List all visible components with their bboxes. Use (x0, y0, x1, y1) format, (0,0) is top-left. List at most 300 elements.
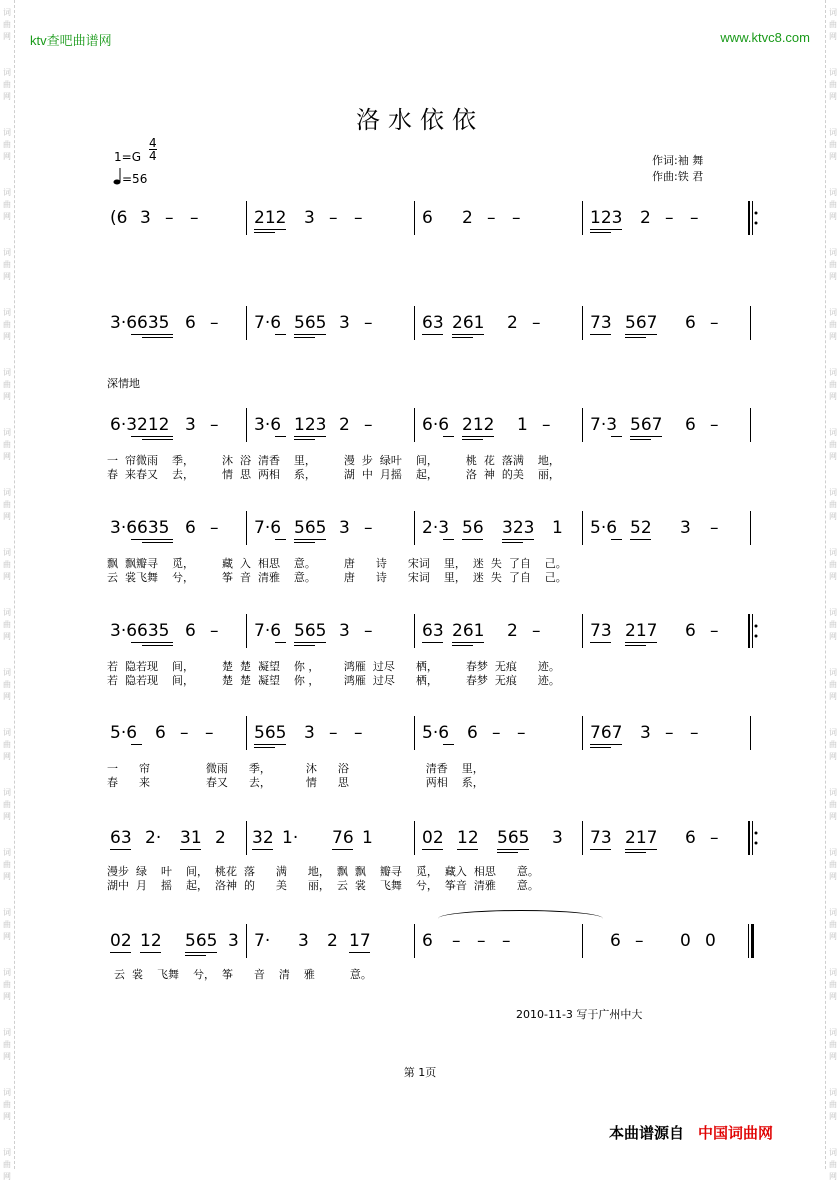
bar-line (414, 511, 415, 545)
repeat-barline (748, 821, 756, 855)
note-group: – (354, 723, 363, 743)
note-group: 1· (282, 828, 299, 848)
bar-line (582, 716, 583, 750)
underline-beam (110, 849, 131, 850)
watermark-char: 词 (829, 848, 837, 857)
watermark-char: 词 (3, 1148, 11, 1157)
watermark-char: 曲 (3, 80, 11, 89)
note-group: 2 (215, 828, 226, 848)
note-group: 2· (145, 828, 162, 848)
underline-beam (254, 747, 275, 748)
note-group: 3 (640, 723, 651, 743)
note-group: 3 (339, 313, 350, 333)
site-name-left: ktv查吧曲谱网 (30, 33, 112, 48)
watermark-char: 词 (3, 128, 11, 137)
note-group: 0 (705, 931, 716, 951)
note-group: 6 (185, 313, 196, 333)
note-group: – (710, 518, 719, 538)
note-group: 565 (294, 518, 327, 538)
underline-beam (625, 642, 657, 643)
underline-beam (142, 439, 174, 440)
note-group: 565 (254, 723, 287, 743)
underline-beam (462, 436, 494, 437)
watermark-char: 网 (829, 452, 837, 461)
note-group: 6 (185, 518, 196, 538)
note-group: 1 (362, 828, 373, 848)
repeat-sign-icon (748, 201, 758, 235)
repeat-barline (748, 614, 756, 648)
bar-line (414, 924, 415, 958)
watermark-char: 网 (829, 752, 837, 761)
underline-beam (131, 744, 142, 745)
underline-beam (275, 539, 286, 540)
note-group: 6·6 (422, 415, 450, 435)
watermark-char: 词 (3, 1088, 11, 1097)
watermark-char: 网 (829, 392, 837, 401)
watermark-char: 网 (829, 272, 837, 281)
date-note: 2010-11-3 写于广州中大 (516, 1008, 643, 1021)
watermark-char: 网 (829, 332, 837, 341)
underline-beam (630, 436, 662, 437)
watermark-char: 曲 (3, 500, 11, 509)
note-group: 323 (502, 518, 535, 538)
bar-line (582, 924, 583, 958)
watermark-char: 词 (3, 368, 11, 377)
watermark-char: 网 (829, 152, 837, 161)
watermark-char: 曲 (829, 20, 837, 29)
note-group: 32 (252, 828, 274, 848)
note-group: – (532, 621, 541, 641)
watermark-char: 曲 (3, 680, 11, 689)
note-group: – (210, 518, 219, 538)
underline-beam (443, 539, 454, 540)
bar-line (582, 201, 583, 235)
staff-row (0, 928, 840, 958)
tempo-value: =56 (122, 172, 148, 186)
note-group: 5·6 (422, 723, 450, 743)
lyric-line: 一 帘 微雨 季， 沐 浴 清香 里， (107, 762, 484, 775)
lyric-line: 漫步 绿 叶 间， 桃花 落 满 地， 飘 飘 瓣寻 觅， 藏入 相思 意。 (107, 865, 539, 878)
watermark-char: 网 (3, 32, 11, 41)
note-group: – (477, 931, 486, 951)
note-group: – (354, 208, 363, 228)
note-group: 217 (625, 828, 658, 848)
staff-row (0, 205, 840, 235)
watermark-char: 曲 (829, 440, 837, 449)
underline-beam (590, 232, 611, 233)
watermark-char: 词 (3, 1028, 11, 1037)
underline-beam (294, 337, 315, 338)
watermark-char: 曲 (829, 560, 837, 569)
watermark-char: 网 (3, 1052, 11, 1061)
staff-row (0, 720, 840, 750)
note-group: 2 (327, 931, 338, 951)
watermark-char: 词 (3, 68, 11, 77)
note-group: 567 (625, 313, 658, 333)
underline-beam (590, 229, 622, 230)
watermark-char: 曲 (3, 1100, 11, 1109)
watermark-char: 曲 (3, 1040, 11, 1049)
note-group: 6·3212 (110, 415, 170, 435)
watermark-char: 曲 (829, 1040, 837, 1049)
watermark-char: 词 (829, 8, 837, 17)
watermark-char: 网 (3, 992, 11, 1001)
underline-beam (142, 337, 174, 338)
underline-beam (185, 955, 206, 956)
note-group: 123 (294, 415, 327, 435)
bar-line (414, 821, 415, 855)
composer: 作曲:铁 君 (652, 170, 704, 183)
watermark-char: 曲 (3, 320, 11, 329)
watermark-char: 网 (829, 512, 837, 521)
watermark-char: 词 (3, 968, 11, 977)
underline-beam (131, 334, 173, 335)
note-group: 76 (332, 828, 354, 848)
underline-beam (180, 849, 201, 850)
underline-beam (590, 849, 611, 850)
note-group: 73 (590, 313, 612, 333)
note-group: 6 (185, 621, 196, 641)
note-group: – (364, 313, 373, 333)
underline-beam (443, 436, 454, 437)
note-group: 73 (590, 621, 612, 641)
note-group: 6 (685, 828, 696, 848)
watermark-char: 网 (3, 632, 11, 641)
note-group: 6 (685, 621, 696, 641)
watermark-char: 词 (3, 188, 11, 197)
watermark-char: 词 (829, 428, 837, 437)
watermark-char: 词 (829, 728, 837, 737)
watermark-char: 曲 (3, 200, 11, 209)
watermark-char: 网 (829, 1052, 837, 1061)
note-group: – (210, 313, 219, 333)
note-group: 3 (228, 931, 239, 951)
note-group: 2·3 (422, 518, 450, 538)
note-group: 2 (507, 313, 518, 333)
bar-line (750, 306, 751, 340)
note-group: – (487, 208, 496, 228)
underline-beam (502, 542, 523, 543)
watermark-char: 词 (3, 428, 11, 437)
watermark-char: 曲 (829, 1160, 837, 1169)
underline-beam (110, 952, 131, 953)
staff-row (0, 825, 840, 855)
note-group: 3 (304, 208, 315, 228)
site-url-right: www.ktvc8.com (720, 30, 810, 45)
watermark-char: 网 (829, 32, 837, 41)
watermark-char: 词 (3, 788, 11, 797)
watermark-char: 词 (3, 8, 11, 17)
note-group: 52 (630, 518, 652, 538)
underline-beam (590, 642, 611, 643)
note-group: – (710, 415, 719, 435)
underline-beam (142, 542, 174, 543)
watermark-char: 曲 (829, 680, 837, 689)
bar-line (246, 924, 247, 958)
underline-beam (452, 645, 473, 646)
watermark-char: 曲 (3, 380, 11, 389)
staff-row (0, 618, 840, 648)
note-group: – (210, 621, 219, 641)
song-title: 洛水依依 (356, 106, 484, 134)
watermark-char: 词 (3, 728, 11, 737)
note-group: 5·6 (590, 518, 618, 538)
lyric-line: 春 来 春又 去， 情 思 两相 系， (107, 776, 484, 789)
bar-line (582, 511, 583, 545)
watermark-char: 词 (3, 548, 11, 557)
note-group: 6 (422, 208, 433, 228)
staff-row (0, 310, 840, 340)
note-group: – (452, 931, 461, 951)
watermark-char: 曲 (3, 620, 11, 629)
staff-row (0, 515, 840, 545)
underline-beam (452, 642, 484, 643)
repeat-barline (748, 201, 756, 235)
tie-arc (438, 910, 603, 927)
time-signature (149, 137, 157, 162)
underline-beam (185, 952, 217, 953)
watermark-char: 词 (829, 968, 837, 977)
note-group: – (329, 208, 338, 228)
staff-row (0, 412, 840, 442)
underline-beam (625, 334, 657, 335)
note-group: 02 (110, 931, 132, 951)
source-label: 本曲谱源自 (609, 1124, 685, 1142)
underline-beam (590, 744, 622, 745)
underline-beam (294, 645, 315, 646)
note-group: 212 (462, 415, 495, 435)
lyric-line: 云 裳 飞舞 兮， 筝 音 清 雅 意。 (107, 968, 372, 981)
watermark-char: 网 (3, 272, 11, 281)
note-group: – (665, 208, 674, 228)
note-group: 565 (185, 931, 218, 951)
left-watermark-strip (0, 0, 15, 1181)
note-group: 3 (680, 518, 691, 538)
underline-beam (254, 744, 286, 745)
note-group: 02 (422, 828, 444, 848)
note-group: 212 (254, 208, 287, 228)
watermark-char: 词 (829, 548, 837, 557)
watermark-char: 网 (3, 392, 11, 401)
note-group: 12 (457, 828, 479, 848)
watermark-char: 网 (3, 692, 11, 701)
underline-beam (294, 436, 326, 437)
underline-beam (294, 439, 315, 440)
watermark-char: 词 (3, 488, 11, 497)
watermark-char: 网 (3, 152, 11, 161)
watermark-char: 曲 (3, 440, 11, 449)
lyric-line: 飘 飘瓣寻 觅， 藏 入 相思 意。 唐 诗 宋词 里， 迷 失 了自 己。 (107, 557, 567, 570)
underline-beam (294, 539, 326, 540)
watermark-char: 曲 (829, 740, 837, 749)
underline-beam (630, 439, 651, 440)
watermark-char: 网 (3, 512, 11, 521)
note-group: – (364, 621, 373, 641)
watermark-char: 曲 (829, 1100, 837, 1109)
note-group: 261 (452, 621, 485, 641)
note-group: 567 (630, 415, 663, 435)
underline-beam (625, 337, 646, 338)
note-group: – (517, 723, 526, 743)
lyric-line: 湖中 月 摇 起， 洛神 的 美 丽， 云 裳 飞舞 兮， 筝音 清雅 意。 (107, 879, 539, 892)
watermark-char: 词 (829, 1088, 837, 1097)
watermark-char: 曲 (3, 20, 11, 29)
watermark-char: 网 (829, 872, 837, 881)
watermark-char: 词 (3, 848, 11, 857)
watermark-char: 词 (829, 1028, 837, 1037)
watermark-char: 曲 (829, 920, 837, 929)
note-group: 7·6 (254, 621, 282, 641)
bar-line (246, 201, 247, 235)
underline-beam (462, 439, 483, 440)
note-group: 63 (110, 828, 132, 848)
note-group: – (665, 723, 674, 743)
lyric-line: 春 来春又 去， 情 思 两相 系， 湖 中 月摇 起， 洛 神 的美 丽， (107, 468, 560, 481)
note-group: 73 (590, 828, 612, 848)
bar-line (582, 306, 583, 340)
note-group: 7·3 (590, 415, 618, 435)
note-group: 3 (339, 518, 350, 538)
repeat-sign-icon (748, 614, 758, 648)
bar-line (246, 614, 247, 648)
underline-beam (625, 645, 646, 646)
underline-beam (422, 334, 443, 335)
underline-beam (497, 852, 518, 853)
watermark-char: 网 (829, 1112, 837, 1121)
note-group: 7· (254, 931, 271, 951)
watermark-char: 网 (3, 332, 11, 341)
watermark-char: 曲 (829, 260, 837, 269)
watermark-char: 网 (3, 92, 11, 101)
lyric-line: 一 帘微雨 季， 沐 浴 清香 里， 漫 步 绿叶 间， 桃 花 落满 地， (107, 454, 560, 467)
note-group: 6 (422, 931, 433, 951)
underline-beam (452, 334, 484, 335)
lyricist: 作词:袖 舞 (652, 154, 704, 167)
bar-line (582, 821, 583, 855)
note-group: – (180, 723, 189, 743)
watermark-char: 网 (829, 1172, 837, 1181)
watermark-char: 曲 (3, 560, 11, 569)
bar-line (246, 511, 247, 545)
note-group: 3·6 (254, 415, 282, 435)
watermark-char: 词 (829, 488, 837, 497)
note-group: – (690, 208, 699, 228)
note-group: – (710, 313, 719, 333)
watermark-char: 曲 (3, 920, 11, 929)
meter-top: 4 (149, 136, 157, 150)
watermark-char: 曲 (829, 800, 837, 809)
watermark-char: 曲 (829, 200, 837, 209)
note-group: 1 (552, 518, 563, 538)
lyric-line: 云 裳飞舞 兮， 筝 音 清雅 意。 唐 诗 宋词 里， 迷 失 了自 己。 (107, 571, 567, 584)
note-group: – (364, 415, 373, 435)
note-group: 3 (552, 828, 563, 848)
underline-beam (502, 539, 534, 540)
note-group: – (542, 415, 551, 435)
note-group: 2 (462, 208, 473, 228)
watermark-char: 词 (829, 308, 837, 317)
note-group: 217 (625, 621, 658, 641)
note-group: (6 (110, 208, 128, 228)
note-group: 3 (339, 621, 350, 641)
watermark-char: 网 (3, 752, 11, 761)
repeat-sign-icon (748, 821, 758, 855)
watermark-char: 词 (3, 668, 11, 677)
watermark-char: 曲 (3, 980, 11, 989)
watermark-char: 曲 (829, 380, 837, 389)
watermark-char: 网 (3, 1112, 11, 1121)
note-group: 63 (422, 621, 444, 641)
note-group: 17 (349, 931, 371, 951)
watermark-char: 网 (829, 992, 837, 1001)
watermark-char: 曲 (829, 980, 837, 989)
note-group: – (210, 415, 219, 435)
note-group: 7·6 (254, 518, 282, 538)
note-group: 6 (155, 723, 166, 743)
watermark-char: 网 (829, 932, 837, 941)
bar-line (414, 306, 415, 340)
watermark-char: 曲 (3, 860, 11, 869)
watermark-char: 网 (3, 572, 11, 581)
note-group: 56 (462, 518, 484, 538)
watermark-char: 词 (829, 608, 837, 617)
source-credit (609, 1122, 773, 1143)
bar-line (246, 821, 247, 855)
watermark-char: 词 (3, 308, 11, 317)
underline-beam (349, 952, 370, 953)
underline-beam (252, 849, 273, 850)
note-group: 3 (140, 208, 151, 228)
note-group: – (635, 931, 644, 951)
underline-beam (294, 334, 326, 335)
underline-beam (332, 849, 353, 850)
watermark-char: 网 (829, 632, 837, 641)
note-group: 6 (610, 931, 621, 951)
note-group: 0 (680, 931, 691, 951)
final-barline (748, 924, 756, 958)
watermark-char: 网 (829, 572, 837, 581)
underline-beam (630, 539, 651, 540)
underline-beam (625, 852, 646, 853)
underline-beam (254, 232, 275, 233)
note-group: – (690, 723, 699, 743)
note-group: – (710, 621, 719, 641)
note-group: 31 (180, 828, 202, 848)
underline-beam (294, 642, 326, 643)
watermark-char: 网 (829, 212, 837, 221)
right-watermark-strip (825, 0, 840, 1181)
watermark-char: 网 (829, 92, 837, 101)
lyric-line: 若 隐若现 间， 楚 楚 凝望 你 ， 鸿雁 过尽 栖， 春梦 无痕 迹。 (107, 660, 560, 673)
underline-beam (457, 849, 478, 850)
underline-beam (462, 539, 483, 540)
watermark-char: 词 (829, 788, 837, 797)
watermark-char: 曲 (829, 860, 837, 869)
note-group: 123 (590, 208, 623, 228)
watermark-char: 网 (3, 1172, 11, 1181)
underline-beam (590, 747, 611, 748)
note-group: 2 (339, 415, 350, 435)
watermark-char: 词 (3, 608, 11, 617)
bar-line (414, 201, 415, 235)
note-group: 3 (304, 723, 315, 743)
watermark-char: 曲 (829, 80, 837, 89)
underline-beam (422, 642, 443, 643)
bar-line (246, 306, 247, 340)
note-group: – (512, 208, 521, 228)
note-group: – (165, 208, 174, 228)
watermark-char: 曲 (3, 260, 11, 269)
